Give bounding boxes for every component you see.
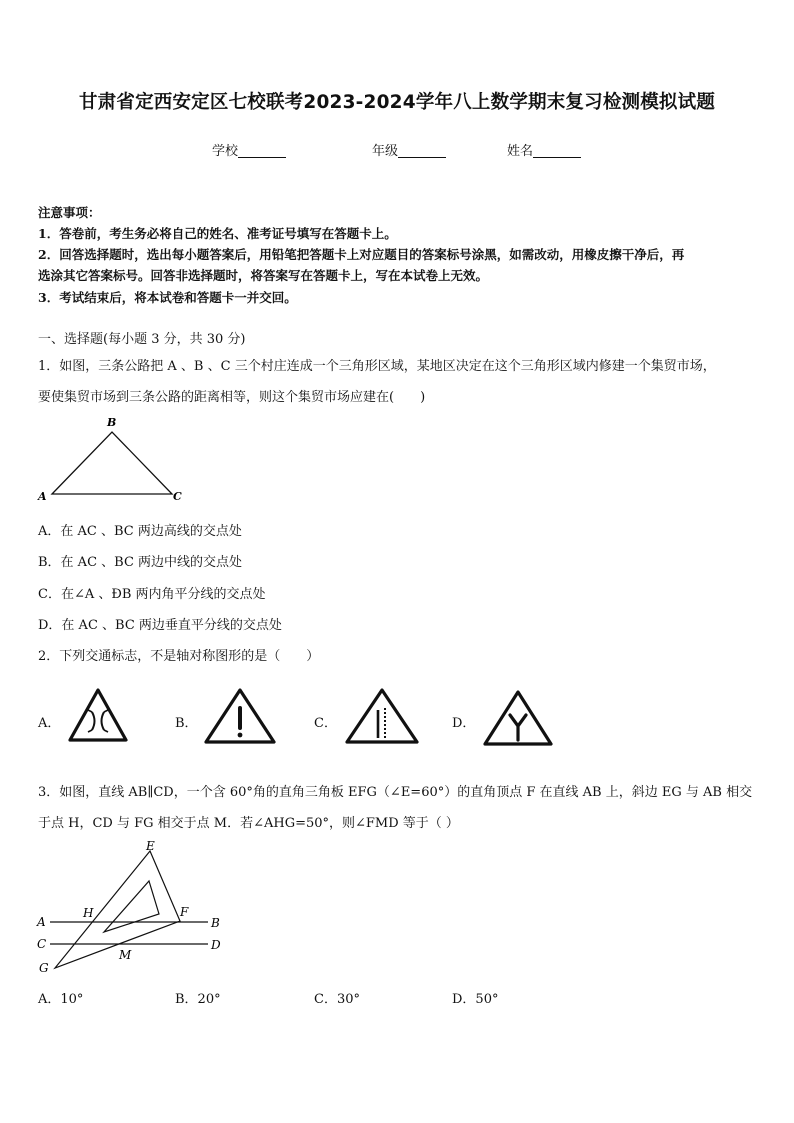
q1-option-a: A．在 AC 、BC 两边高线的交点处 — [38, 524, 242, 539]
q2-sign-a — [66, 686, 130, 744]
school-field — [212, 140, 286, 159]
q1-option-c: C．在∠A 、ÐB 两内角平分线的交点处 — [38, 587, 266, 602]
q2-label-d: D． — [452, 716, 476, 731]
grade-blank — [398, 143, 446, 158]
sign-a-right-curve — [102, 712, 105, 730]
triangle-abc — [52, 432, 172, 494]
note-1: 1．答卷前，考生务必将自己的姓名、准考证号填写在答题卡上。 — [38, 226, 397, 241]
name-field — [507, 140, 581, 159]
q1-triangle-figure — [30, 412, 200, 507]
notes-heading: 注意事项： — [38, 205, 101, 220]
q3-option-a: A．10° — [38, 992, 84, 1007]
section-heading: 一、选择题(每小题 3 分，共 30 分) — [38, 332, 246, 347]
label-e: E — [146, 839, 155, 853]
triangle-efg-outer — [55, 851, 180, 968]
q2-sign-b — [202, 686, 278, 746]
q2-label-c: C． — [314, 716, 337, 731]
name-label: 姓名 — [507, 144, 534, 159]
school-blank — [238, 143, 286, 158]
q2-label-a: A． — [38, 716, 61, 731]
q1-line1: 1．如图，三条公路把 A 、B 、C 三个村庄连成一个三角形区域，某地区决定在这个三角形区域内修建一个集贸市场， — [38, 359, 716, 374]
label-a: A — [38, 490, 47, 503]
sign-b-exclamation-dot — [238, 733, 243, 738]
grade-label: 年级 — [372, 144, 399, 159]
q3-option-b: B．20° — [175, 992, 221, 1007]
label-c: C — [173, 490, 182, 503]
name-blank — [533, 143, 581, 158]
sign-c-triangle — [347, 690, 417, 742]
q2-sign-d — [481, 688, 555, 748]
q3-option-c: C．30° — [314, 992, 360, 1007]
q1-option-d: D．在 AC 、BC 两边垂直平分线的交点处 — [38, 618, 282, 633]
q1-option-b: B．在 AC 、BC 两边中线的交点处 — [38, 555, 243, 570]
label-m: M — [119, 948, 132, 962]
q2-label-b: B． — [175, 716, 198, 731]
q3-line2: 于点 H，CD 与 FG 相交于点 M．若∠AHG=50°，则∠FMD 等于（ ） — [38, 816, 459, 831]
sign-a-ticks — [88, 710, 108, 732]
q2-line1: 2．下列交通标志，不是轴对称图形的是（ ） — [38, 649, 320, 664]
page-title: 甘肃省定西安定区七校联考2023-2024学年八上数学期末复习检测模拟试题 — [78, 92, 716, 113]
q2-sign-c — [343, 686, 421, 746]
label-a: A — [37, 915, 46, 929]
note-3: 3．考试结束后，将本试卷和答题卡一并交回。 — [38, 290, 297, 305]
triangle-efg-inner — [104, 881, 159, 932]
q3-option-d: D．50° — [452, 992, 499, 1007]
label-b: B — [211, 916, 220, 930]
label-f: F — [180, 905, 189, 919]
sign-a-left-curve — [92, 712, 95, 730]
note-2b: 选涂其它答案标号。回答非选择题时，将答案写在答题卡上，写在本试卷上无效。 — [38, 268, 489, 283]
label-h: H — [83, 906, 94, 920]
q1-line2: 要使集贸市场到三条公路的距离相等，则这个集贸市场应建在( ) — [38, 390, 426, 405]
note-2a: 2．回答选择题时，选出每小题答案后，用铅笔把答题卡上对应题目的答案标号涂黑，如需改动，用橡皮擦干净后，再 — [38, 247, 685, 262]
label-d: D — [211, 938, 221, 952]
school-label: 学校 — [212, 144, 239, 159]
q3-line1: 3．如图，直线 AB∥CD，一个含 60°角的直角三角板 EFG（∠E=60°）的直角顶点 F 在直线 AB 上，斜边 EG 与 AB 相交 — [38, 785, 753, 800]
sign-a-triangle — [70, 690, 126, 740]
sign-d-fork — [510, 715, 526, 740]
label-g: G — [39, 961, 49, 975]
q3-figure — [30, 838, 230, 978]
label-c: C — [37, 937, 47, 951]
label-b: B — [107, 416, 117, 429]
grade-field — [372, 140, 446, 159]
